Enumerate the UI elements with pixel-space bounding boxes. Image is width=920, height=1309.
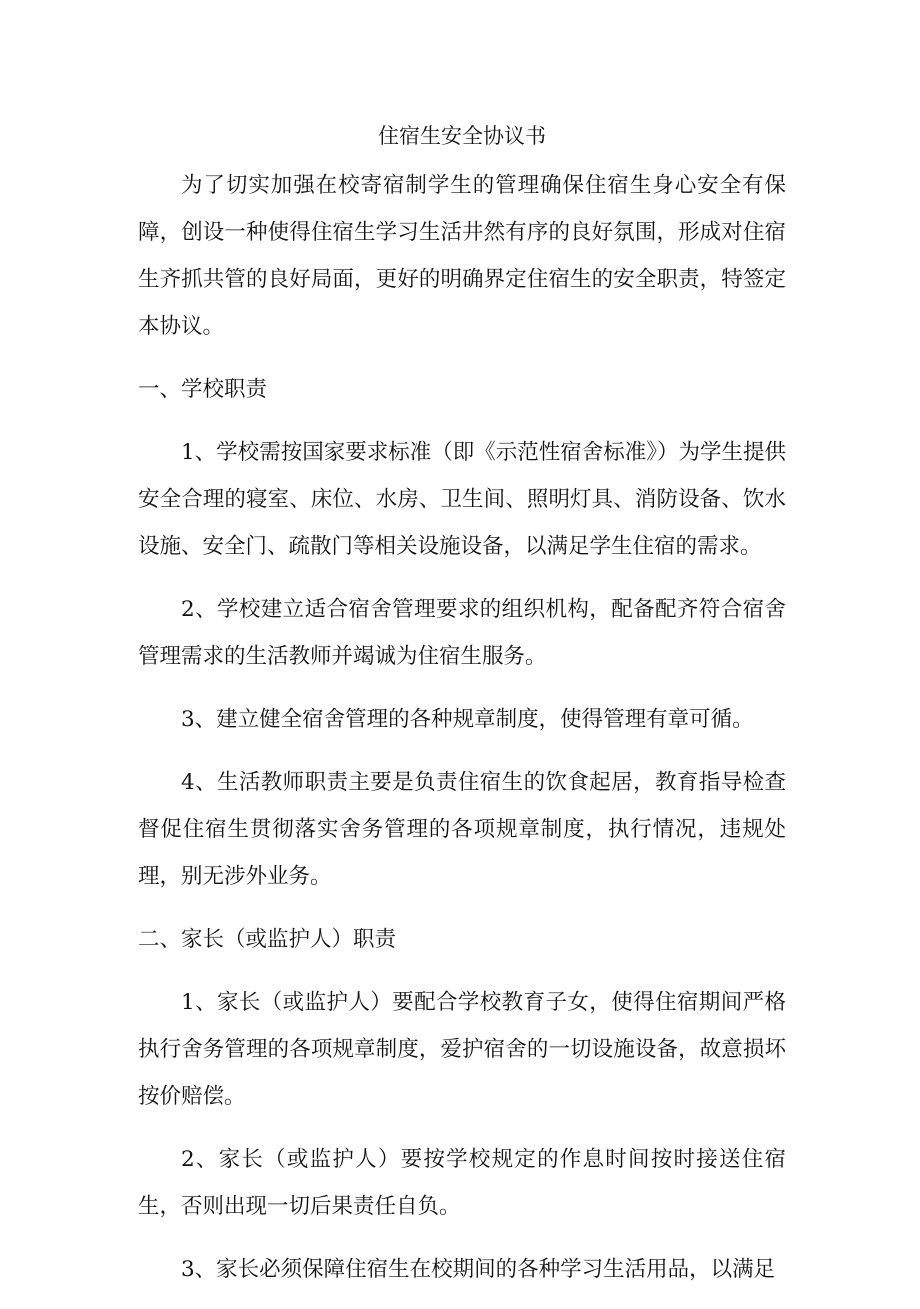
section-heading-parent: 二、家长（或监护人）职责 [138,927,397,952]
parent-item-3: 3、家长必须保障住宿生在校期间的各种学习生活用品，以满足 [181,1257,776,1282]
document-page [138,118,786,1309]
document-title: 住宿生安全协议书 [378,124,546,148]
intro-paragraph: 为了切实加强在校寄宿制学生的管理确保住宿生身心安全有保障，创设一种使得住宿生学习生活井然有序的良好氛围，形成对住宿生齐抓共管的良好局面，更好的明确界定住宿生的安全职责，特签定本协议。 [138,173,786,339]
school-item-3: 3、建立健全宿舍管理的各种规章制度，使得管理有章可循。 [181,707,754,732]
section-heading-school: 一、学校职责 [138,377,268,402]
parent-item-1: 1、家长（或监护人）要配合学校教育子女，使得住宿期间严格执行舍务管理的各项规章制度，爱护宿舍的一切设施设备，故意损坏按价赔偿。 [138,990,786,1109]
parent-item-2: 2、家长（或监护人）要按学校规定的作息时间按时接送住宿生，否则出现一切后果责任自负。 [138,1147,786,1219]
school-item-2: 2、学校建立适合宿舍管理要求的组织机构，配备配齐符合宿舍管理需求的生活教师并竭诚为住宿生服务。 [138,597,786,669]
school-item-1: 1、学校需按国家要求标准（即《示范性宿舍标准》）为学生提供安全合理的寝室、床位、水房、卫生间、照明灯具、消防设备、饮水设施、安全门、疏散门等相关设施设备，以满足学生住宿的需求。 [138,440,786,559]
school-item-4: 4、生活教师职责主要是负责住宿生的饮食起居，教育指导检查督促住宿生贯彻落实舍务管理的各项规章制度，执行情况，违规处理，别无涉外业务。 [138,770,786,889]
